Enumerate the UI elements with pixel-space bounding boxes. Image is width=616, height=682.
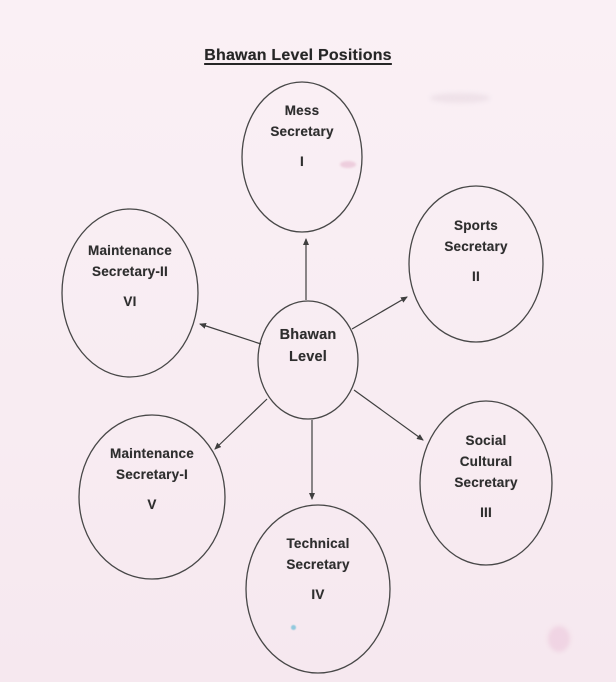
label-numeral: V bbox=[147, 497, 157, 512]
label-line: Sports bbox=[454, 218, 498, 233]
label-line: Secretary bbox=[270, 124, 334, 139]
label-line: Secretary bbox=[444, 239, 508, 254]
label-line: Secretary-I bbox=[116, 467, 188, 482]
label-numeral: IV bbox=[311, 587, 325, 602]
node-label-bhawan-level bbox=[253, 324, 363, 368]
node-label-maintenance-secretary-1 bbox=[77, 443, 227, 515]
label-numeral: III bbox=[480, 505, 492, 520]
node-label-sports-secretary bbox=[411, 215, 541, 287]
node-label-technical-secretary bbox=[248, 533, 388, 605]
label-line: Level bbox=[288, 349, 328, 365]
arrow-to-maintenance-secretary-2 bbox=[200, 324, 261, 344]
arrow-to-maintenance-secretary-1 bbox=[215, 399, 267, 449]
label-line: Secretary bbox=[454, 475, 518, 490]
node-label-social-cultural-secretary bbox=[421, 430, 551, 523]
label-line: Secretary bbox=[286, 557, 350, 572]
label-numeral: I bbox=[300, 154, 304, 169]
label-line: Maintenance bbox=[88, 243, 172, 258]
label-line: Secretary-II bbox=[92, 264, 168, 279]
label-line: Cultural bbox=[459, 454, 513, 469]
page-title: Bhawan Level Positions bbox=[204, 47, 392, 64]
node-label-maintenance-secretary-2 bbox=[55, 240, 205, 312]
label-line: Mess bbox=[284, 103, 320, 118]
node-label-mess-secretary bbox=[237, 100, 367, 172]
label-line: Technical bbox=[286, 536, 350, 551]
label-numeral: VI bbox=[123, 294, 137, 309]
label-numeral: II bbox=[472, 269, 480, 284]
arrow-to-social-cultural-secretary bbox=[354, 390, 423, 440]
label-line: Social bbox=[465, 433, 507, 448]
label-line: Maintenance bbox=[110, 446, 194, 461]
label-line: Bhawan bbox=[279, 327, 337, 343]
